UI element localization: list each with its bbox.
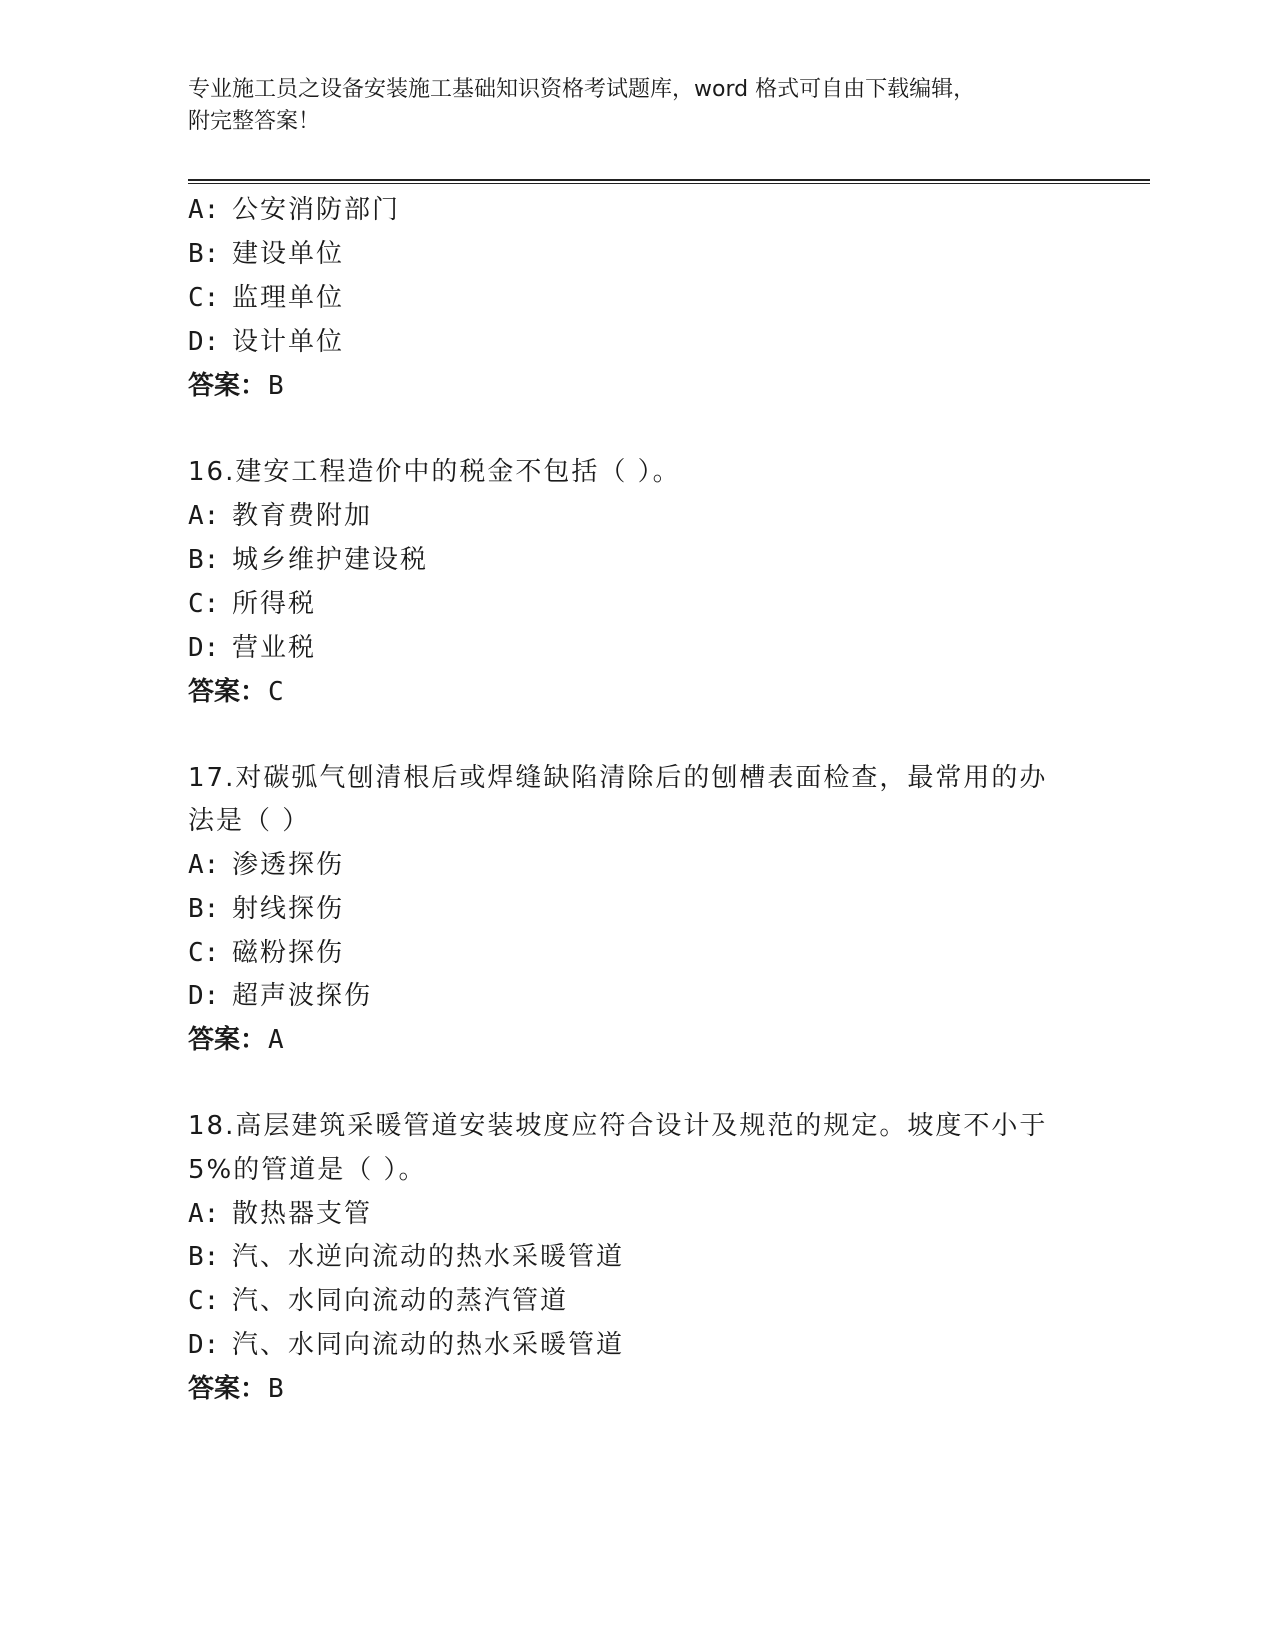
q18-option-c	[188, 1285, 568, 1317]
option-letter: B:	[188, 239, 220, 269]
option-letter: D:	[188, 1330, 220, 1360]
option-text: 射线探伤	[232, 894, 345, 924]
option-text: 汽、水同向流动的热水采暖管道	[232, 1330, 625, 1360]
q16-option-a	[188, 500, 372, 532]
option-text: 城乡维护建设税	[232, 545, 429, 575]
option-text: 公安消防部门	[232, 195, 401, 225]
option-letter: A:	[188, 195, 220, 225]
answer-label: 答案：	[188, 1374, 267, 1404]
option-text: 汽、水逆向流动的热水采暖管道	[232, 1242, 625, 1272]
q18-option-b	[188, 1241, 624, 1273]
option-letter: B:	[188, 894, 220, 924]
option-text: 营业税	[232, 633, 317, 663]
answer-label: 答案：	[188, 1025, 267, 1055]
q16-stem: 16.建安工程造价中的税金不包括（ ）。	[188, 457, 681, 487]
option-text: 渗透探伤	[232, 850, 345, 880]
option-text: 超声波探伤	[232, 981, 373, 1011]
q18-option-a	[188, 1198, 372, 1230]
q17-option-d	[188, 980, 372, 1012]
header-line-2: 附完整答案！	[188, 109, 321, 134]
option-text: 设计单位	[232, 327, 345, 357]
option-letter: A:	[188, 850, 220, 880]
header-rule-thick	[188, 179, 1150, 181]
answer-value: A	[268, 1025, 284, 1055]
option-text: 监理单位	[232, 283, 345, 313]
q15-option-b	[188, 238, 344, 270]
q16-option-c	[188, 588, 316, 620]
option-letter: C:	[188, 938, 220, 968]
option-text: 建设单位	[232, 239, 345, 269]
answer-label: 答案：	[188, 371, 267, 401]
q17-answer	[188, 1024, 284, 1056]
q16-option-b	[188, 544, 428, 576]
q16-option-d	[188, 632, 316, 664]
option-text: 所得税	[232, 589, 317, 619]
answer-value: B	[268, 1374, 284, 1404]
q18-stem-line-2: 5%的管道是（ ）。	[188, 1155, 427, 1185]
option-letter: D:	[188, 633, 220, 663]
q17-stem-line-1: 17.对碳弧气刨清根后或焊缝缺陷清除后的刨槽表面检查，最常用的办	[188, 763, 1048, 793]
option-text: 散热器支管	[232, 1199, 373, 1229]
header-line-1: 专业施工员之设备安装施工基础知识资格考试题库，word 格式可自由下载编辑，	[188, 77, 976, 102]
header-rule-thin	[188, 183, 1150, 184]
option-letter: D:	[188, 981, 220, 1011]
q18-answer	[188, 1373, 284, 1405]
option-letter: C:	[188, 589, 220, 619]
q15-option-d	[188, 326, 344, 358]
q17-option-c	[188, 937, 344, 969]
option-text: 教育费附加	[232, 501, 373, 531]
option-text: 汽、水同向流动的蒸汽管道	[232, 1286, 569, 1316]
option-letter: B:	[188, 1242, 220, 1272]
q16-answer	[188, 676, 284, 708]
option-letter: B:	[188, 545, 220, 575]
document-header	[188, 74, 1088, 138]
q15-option-c	[188, 282, 344, 314]
option-letter: A:	[188, 1199, 220, 1229]
answer-value: B	[268, 371, 284, 401]
option-letter: C:	[188, 283, 220, 313]
answer-label: 答案：	[188, 677, 267, 707]
q17-option-b	[188, 893, 344, 925]
option-letter: C:	[188, 1286, 220, 1316]
option-letter: D:	[188, 327, 220, 357]
option-text: 磁粉探伤	[232, 938, 345, 968]
answer-value: C	[268, 677, 284, 707]
option-letter: A:	[188, 501, 220, 531]
q17-stem-line-2: 法是（ ）	[188, 806, 311, 836]
q18-stem-line-1: 18.高层建筑采暖管道安装坡度应符合设计及规范的规定。坡度不小于	[188, 1111, 1048, 1141]
q15-option-a	[188, 194, 400, 226]
q15-answer	[188, 370, 284, 402]
q17-option-a	[188, 849, 344, 881]
q18-option-d	[188, 1329, 624, 1361]
